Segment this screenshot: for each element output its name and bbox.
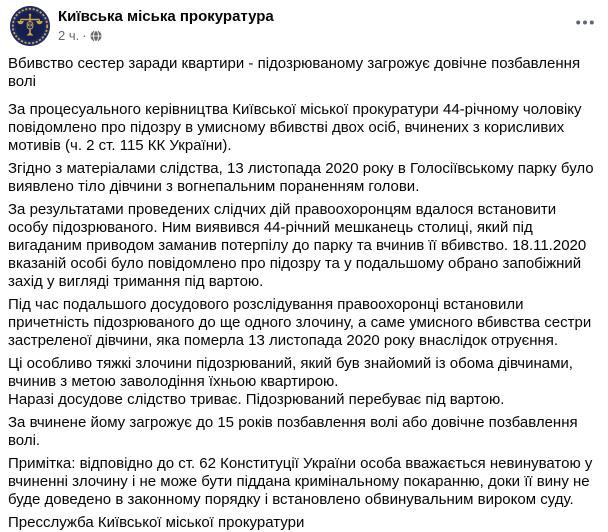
post-meta (58, 28, 274, 44)
post-paragraph: Наразі досудове слідство триває. Підозрюваний перебуває під вартою. (8, 391, 505, 408)
post-paragraph: За результатами проведених слідчих дій правоохоронцям вдалося встановити особу підозрюваного. Ним виявився 44-річний мешканець столиці, який під вигаданим приводом заманив потерпілу до парку та вчинив її вбивство. 18.11.2020 вказаній особі було повідомлено про підозру та у подальшому обрано запобіжний захід у вигляді тримання під вартою. (8, 201, 587, 290)
globe-icon (90, 30, 102, 42)
page-avatar[interactable] (10, 6, 50, 46)
post-signature: Пресслужба Київської міської прокуратури (8, 514, 305, 531)
meta-separator: · (82, 28, 87, 43)
header-info (58, 6, 274, 44)
post-paragraph: Під час подальшого досудового розслідування правоохоронці встановили причетність підозрюваного до ще одного злочину, а саме умисного вбивства сестри застреленої дівчини, яка померла 13 листопада 2020 року внаслідок отруєння. (8, 296, 592, 349)
post-title: Вбивство сестер заради квартири - підозрюваному загрожує довічне позбавлення волі (8, 55, 581, 90)
ellipsis-icon (576, 20, 594, 25)
prosecutor-emblem-icon (10, 6, 50, 46)
post-paragraph: Примітка: відповідно до ст. 62 Конституції України особа вважається невинуватою у вчиненні злочину і не може бути піддана кримінальному покаранню, доки її вину не буде доведено в законному порядку і встановлено обвинувальним вироком суду. (8, 455, 593, 508)
page-name-link[interactable]: Київська міська прокуратура (58, 8, 274, 25)
post-paragraph: Ці особливо тяжкі злочини підозрюваний, який був знайомий із обома дівчинами, вчинив з метою заволодіння їхньою квартирою. (8, 355, 573, 390)
timestamp[interactable]: 2 ч. (58, 28, 80, 43)
post-text (0, 46, 608, 532)
post-paragraph: За процесуального керівництва Київської міської прокуратури 44-річному чоловіку повідомлено про підозру в умисному вбивстві двох осіб, вчинених з корисливих мотивів (ч. 2 ст. 115 КК України). (8, 101, 582, 154)
post-paragraph: Згідно з матеріалами слідства, 13 листопада 2020 року в Голосіївському парку було виявлено тіло дівчини з вогнепальним пораненням голови. (8, 160, 594, 195)
post-options-button[interactable] (574, 14, 596, 31)
post-paragraph: За вчинене йому загрожує до 15 років позбавлення волі або довічне позбавлення волі. (8, 414, 578, 449)
post-header (0, 0, 608, 46)
